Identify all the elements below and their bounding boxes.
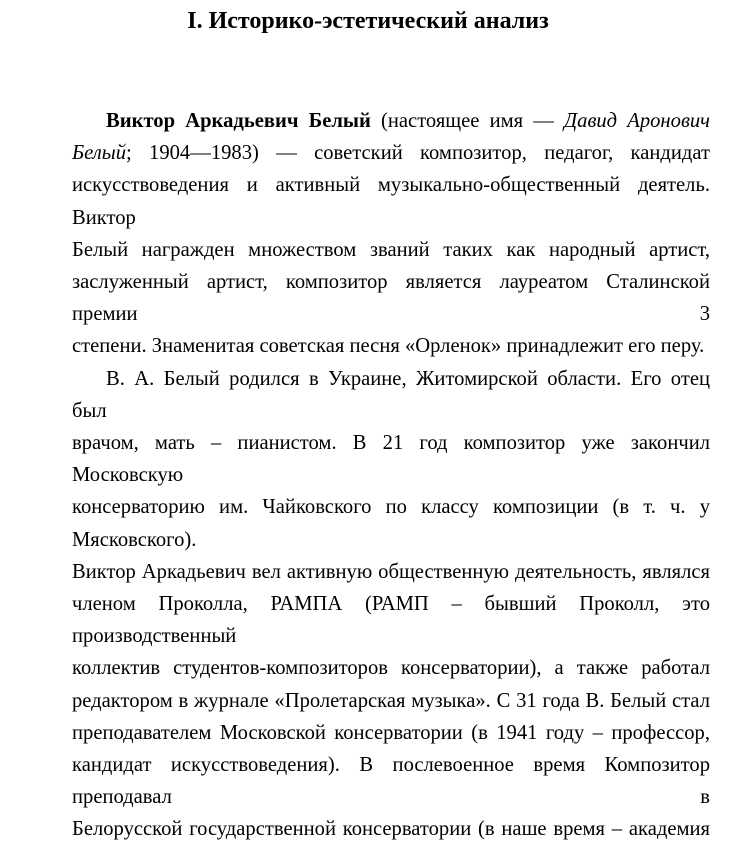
text-line: степени. Знаменитая советская песня «Орленок» принадлежит его перу. [72,335,705,358]
composer-name: Виктор Аркадьевич Белый [106,110,371,132]
text-line [72,137,710,169]
paragraph-intro [72,105,710,363]
real-name-part-1: Давид Аронович [564,110,711,132]
text-line: преподавателем Московской консерватории (в 1941 году – профессор, [72,721,710,744]
text-line: В. А. Белый родился в Украине, Житомирской области. Его отец был [72,367,710,422]
text-line: врачом, мать – пианистом. В 21 год композитор уже закончил Московскую [72,432,710,487]
text-line: коллектив студентов-композиторов консерватории), а также работал [72,657,710,680]
real-name-part-2: Белый [72,142,126,165]
text-line: кандидат искусствоведения). В послевоенное время Композитор преподавал в [72,754,710,809]
section-heading: I. Историко-эстетический анализ [187,8,549,34]
text-line [72,105,710,137]
text-line: консерваторию им. Чайковского по классу композиции (в т. ч. у Мясковского). [72,496,710,551]
paragraph-biography [72,363,710,846]
text-line: Виктор Аркадьевич вел активную общественную деятельность, являлся [72,560,710,583]
document-body [72,105,710,846]
text-line: Белый награжден множеством званий таких как народный артист, [72,238,710,261]
text-line: редактором в журнале «Пролетарская музыка». С 31 года В. Белый стал [72,689,710,712]
text-line: Белорусской государственной консерватории (в наше время – академия [72,818,710,841]
text-line: членом Проколла, РАМПА (РАМП – бывший Проколл, это производственный [72,593,710,648]
document-page [0,3,736,841]
text-run: ; 1904—1983) — советский композитор, педагог, кандидат [126,142,710,165]
text-run: (настоящее имя — [370,110,565,132]
text-line: заслуженный артист, композитор является лауреатом Сталинской премии 3 [72,271,710,326]
text-line: искусствоведения и активный музыкально-общественный деятель. Виктор [72,174,710,229]
